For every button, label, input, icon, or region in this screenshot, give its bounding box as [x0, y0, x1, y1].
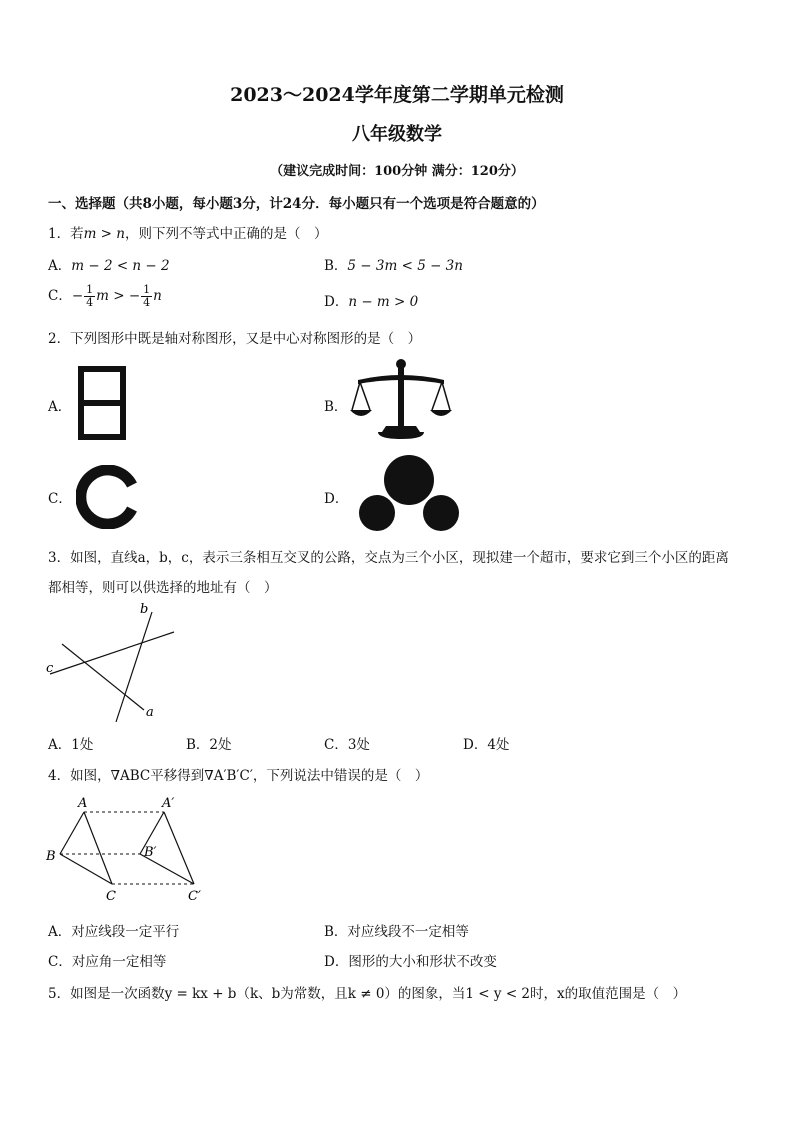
q4-option-d[interactable]: D．图形的大小和形状不改变 — [324, 954, 497, 970]
q1-option-b[interactable] — [324, 254, 463, 274]
fraction-denominator: 4 — [143, 296, 151, 309]
q1-condition: m > n — [83, 226, 125, 242]
exam-title: 2023～2024学年度第二学期单元检测 — [230, 84, 564, 106]
question-1 — [48, 222, 327, 242]
section-heading: 一、选择题（共8小题，每小题3分，计24分．每小题只有一个选项是符合题意的） — [48, 196, 545, 212]
segment-a2c2 — [164, 812, 194, 884]
minus-sign: − — [71, 288, 84, 304]
exam-note: （建议完成时间：100分钟 满分：120分） — [270, 164, 524, 179]
three-circles-figure — [356, 455, 462, 531]
label-C: C — [106, 889, 116, 904]
ring-with-gap-figure — [76, 465, 140, 529]
q4-option-b[interactable]: B．对应线段不一定相等 — [324, 924, 469, 940]
translation-triangles-figure — [40, 790, 220, 906]
q1-option-d[interactable] — [324, 290, 418, 310]
hollow-rectangle-divided-figure — [78, 366, 126, 440]
q4-option-c[interactable]: C．对应角一定相等 — [48, 954, 167, 970]
q1-suffix: ，则下列不等式中正确的是（ ） — [124, 226, 328, 242]
option-text: m > − — [96, 288, 141, 304]
option-text: m − 2 < n − 2 — [71, 258, 170, 274]
option-label: A． — [48, 258, 72, 274]
q3-option-a[interactable]: A．1处 — [48, 737, 94, 753]
fraction-numerator: 1 — [86, 283, 94, 296]
q2-option-a-label[interactable]: A． — [48, 399, 72, 415]
fraction-numerator: 1 — [143, 283, 151, 296]
segment-bc — [60, 854, 112, 884]
label-A: A — [78, 796, 88, 811]
label-b: b — [140, 602, 149, 617]
q3-option-d[interactable]: D．4处 — [463, 737, 510, 753]
q1-option-c[interactable] — [48, 284, 162, 309]
label-B-prime: B′ — [144, 845, 157, 860]
option-text: n − m > 0 — [348, 294, 419, 310]
option-text: n — [153, 288, 162, 304]
label-c: c — [46, 661, 54, 676]
balance-scale-figure — [350, 358, 452, 440]
exam-subject: 八年级数学 — [352, 124, 442, 145]
line-c — [50, 632, 174, 674]
q1-option-a[interactable] — [48, 254, 170, 274]
segment-ac — [84, 812, 112, 884]
question-3-line-1: 3．如图，直线a，b，c，表示三条相互交叉的公路，交点为三个小区，现拟建一个超市，要求它到三个小区的距离 — [48, 550, 729, 566]
q1-prefix: 1．若 — [48, 226, 84, 242]
fraction-denominator: 4 — [86, 296, 94, 309]
q3-option-c[interactable]: C．3处 — [324, 737, 370, 753]
fraction — [84, 284, 95, 309]
segment-ab — [60, 812, 84, 854]
option-label: C． — [48, 288, 72, 304]
q2-option-d-label[interactable]: D． — [324, 491, 349, 507]
fraction — [141, 284, 152, 309]
label-C-prime: C′ — [188, 889, 201, 904]
q2-option-c-label[interactable]: C． — [48, 491, 72, 507]
q3-option-b[interactable]: B．2处 — [186, 737, 232, 753]
label-a: a — [146, 705, 154, 720]
three-lines-figure — [42, 600, 182, 728]
question-4: 4．如图，∇ABC平移得到∇A′B′C′，下列说法中错误的是（ ） — [48, 768, 429, 784]
label-B: B — [46, 849, 56, 864]
option-label: B． — [324, 258, 348, 274]
question-5: 5．如图是一次函数y = kx + b（k、b为常数，且k ≠ 0）的图象，当1 < y < 2时，x的取值范围是（ ） — [48, 986, 687, 1002]
label-A-prime: A′ — [162, 796, 175, 811]
option-label: D． — [324, 294, 349, 310]
question-3-line-2: 都相等，则可以供选择的地址有（ ） — [48, 580, 278, 596]
question-2: 2．下列图形中既是轴对称图形，又是中心对称图形的是（ ） — [48, 331, 422, 347]
q2-option-b-label[interactable]: B． — [324, 399, 348, 415]
option-text: 5 − 3m < 5 − 3n — [347, 258, 463, 274]
line-a — [62, 644, 144, 710]
q4-option-a[interactable]: A．对应线段一定平行 — [48, 924, 180, 940]
